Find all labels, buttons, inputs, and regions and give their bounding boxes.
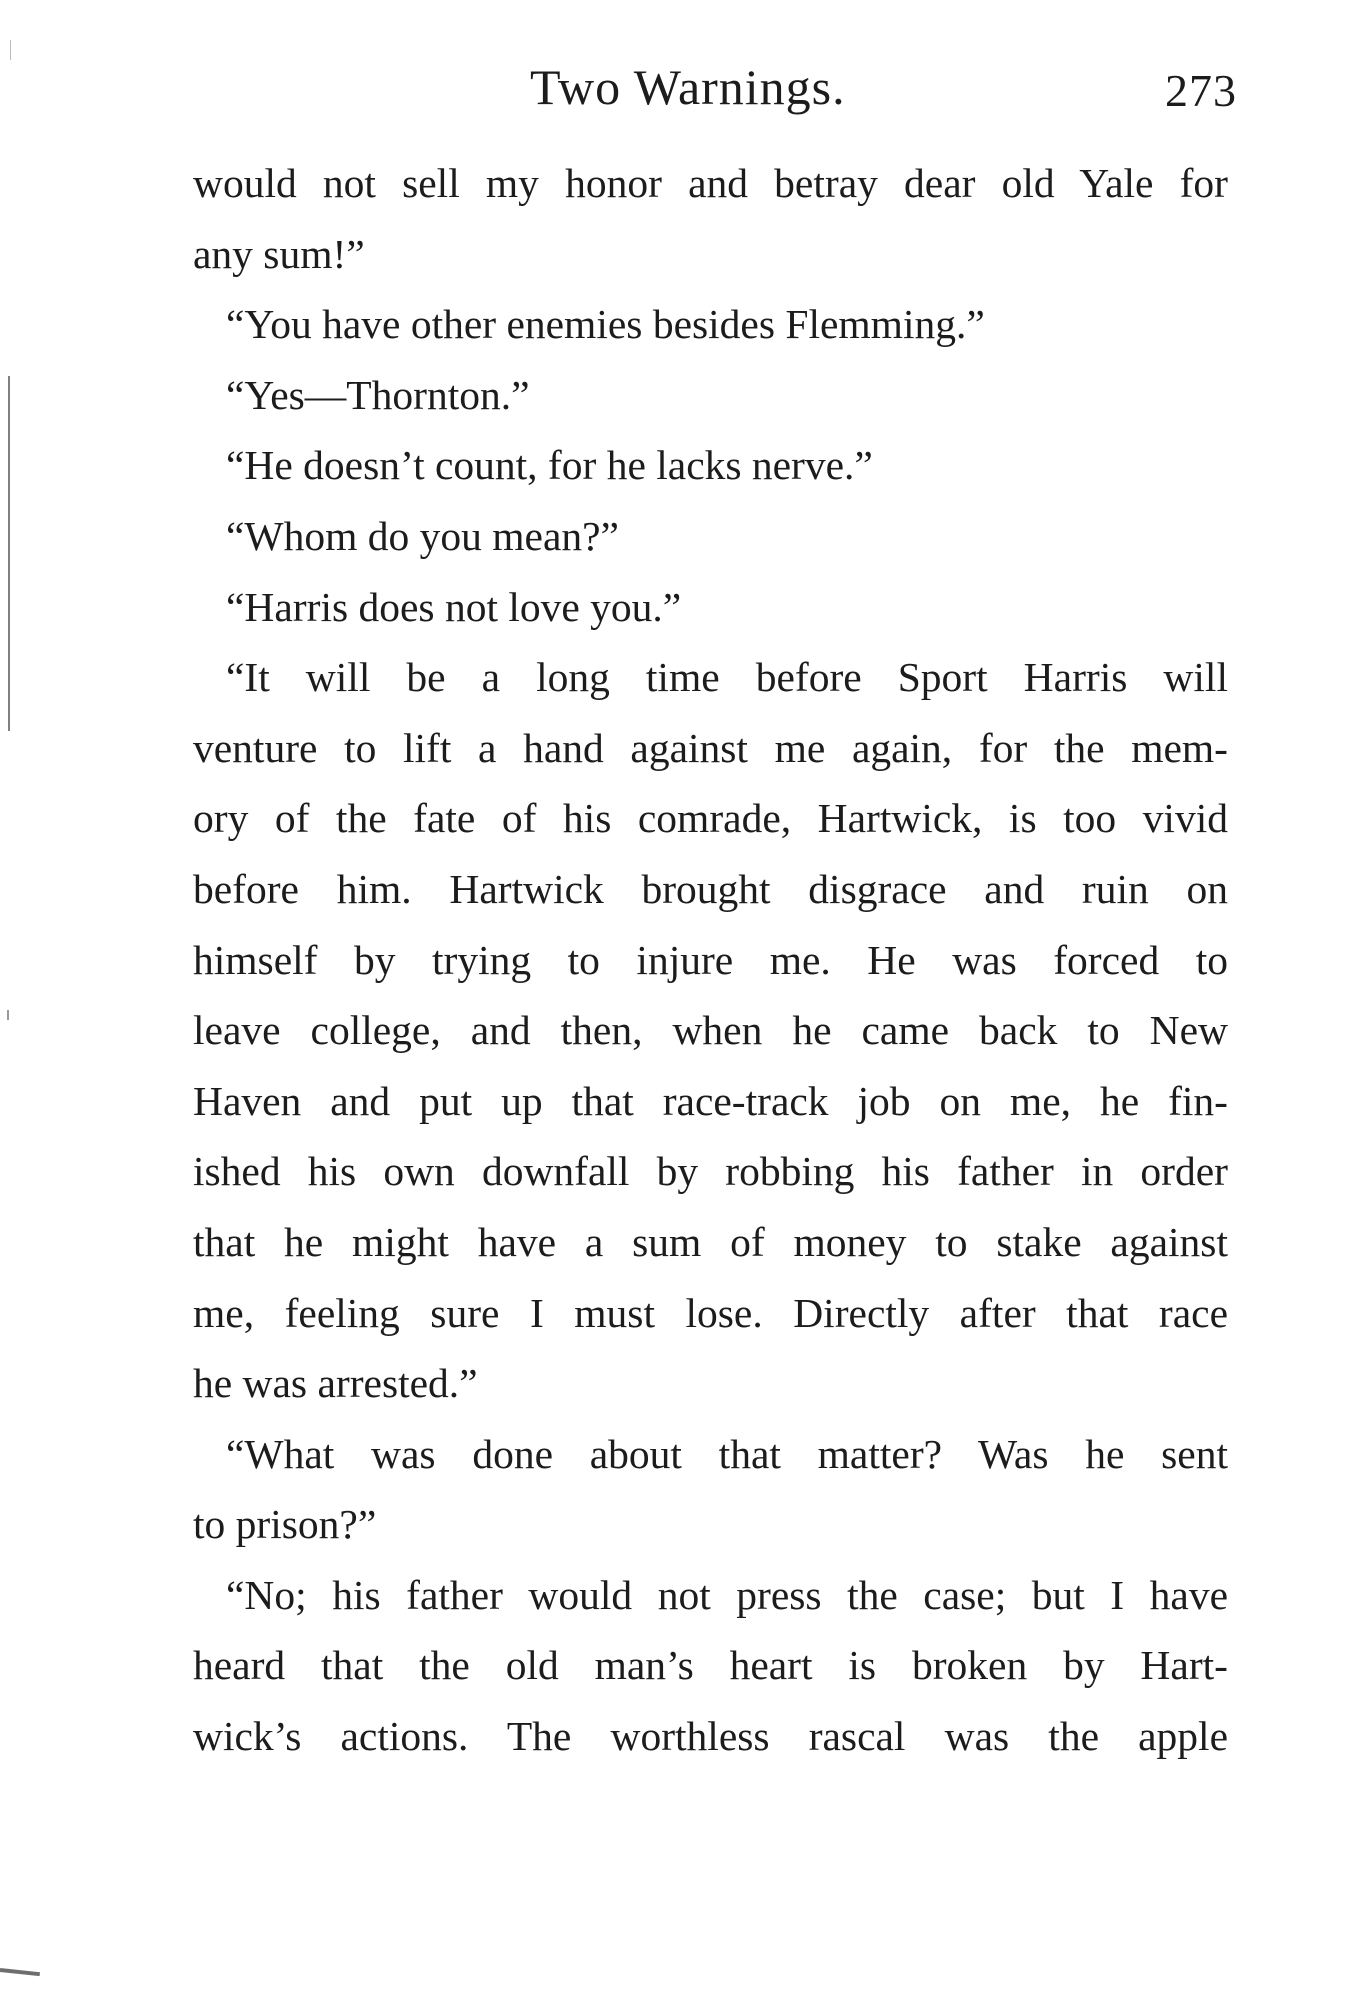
text-line: he was arrested.” — [193, 1360, 478, 1407]
text-line: any sum!” — [193, 230, 365, 277]
text-line: “Whom do you mean?” — [226, 512, 619, 559]
text-line: to prison?” — [193, 1501, 377, 1548]
text-line: “He doesn’t count, for he lacks nerve.” — [226, 442, 873, 489]
running-title: Two Warnings. — [530, 59, 846, 115]
text-line: Haven and put up that race-track job on me, he fin- — [193, 1077, 1228, 1124]
text-line: himself by trying to injure me. He was forced to — [193, 936, 1228, 983]
text-line: leave college, and then, when he came back to New — [193, 1007, 1228, 1054]
text-line: “What was done about that matter? Was he sent — [226, 1430, 1228, 1477]
text-line: “It will be a long time before Sport Harris will — [226, 654, 1228, 701]
body-text — [193, 148, 1228, 1772]
scan-edge-mark — [0, 1968, 40, 1976]
text-line: “Yes—Thornton.” — [226, 371, 530, 418]
page-number: 273 — [1165, 65, 1237, 116]
scan-edge-mark — [10, 40, 11, 60]
text-line: “You have other enemies besides Flemming.” — [226, 301, 985, 348]
text-line: that he might have a sum of money to stake against — [193, 1218, 1228, 1265]
text-line: ished his own downfall by robbing his father in order — [193, 1148, 1228, 1195]
scan-edge-mark — [7, 1010, 9, 1020]
text-line: wick’s actions. The worthless rascal was the apple — [193, 1713, 1228, 1760]
running-head — [0, 58, 1351, 128]
text-line: would not sell my honor and betray dear old Yale for — [193, 160, 1228, 206]
text-line: “Harris does not love you.” — [226, 583, 682, 630]
text-line: venture to lift a hand against me again, for the mem- — [193, 724, 1228, 771]
scan-edge-mark — [8, 376, 10, 731]
text-line: before him. Hartwick brought disgrace and ruin on — [193, 865, 1228, 912]
text-line: me, feeling sure I must lose. Directly after that race — [193, 1289, 1228, 1336]
text-line: ory of the fate of his comrade, Hartwick, is too vivid — [193, 795, 1228, 842]
text-line: heard that the old man’s heart is broken by Hart- — [193, 1642, 1228, 1689]
text-line: “No; his father would not press the case; but I have — [226, 1571, 1228, 1618]
